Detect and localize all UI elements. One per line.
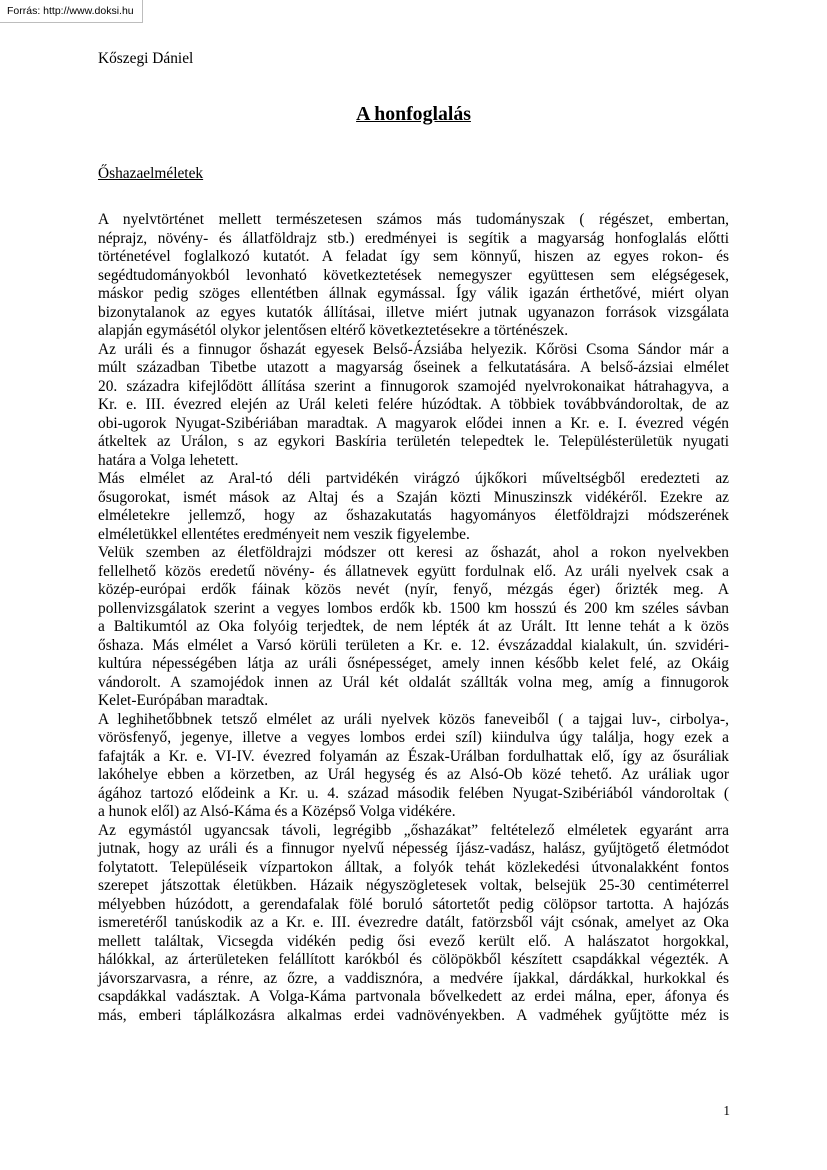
paragraph [98, 470, 729, 544]
text-line: 20. századra kifejlődött állítása szerint a finnugorok szamojéd nyelvrokonaikat hátrahagyva, a [98, 377, 729, 395]
text-line: ágához tartozó elődeink a Kr. u. 4. század második felében Nyugat-Szibériából vándoroltak ( [98, 784, 729, 802]
text-line: Az uráli és a finnugor őshazát egyesek Belső-Ázsiába helyezik. Kőrösi Csoma Sándor már a [98, 340, 729, 358]
text-line: folytatott. Településeik vízpartokon álltak, a folyók tehát közlekedési útvonalakként fontos [98, 858, 729, 876]
text-line: vörösfenyő, jegenye, illetve a vegyes lombos erdei szíl) kiindulva úgy találja, hogy ezek a [98, 729, 729, 746]
paragraph [98, 211, 729, 341]
author-name: Kőszegi Dániel [98, 50, 194, 67]
text-line: kultúra népességében látja az uráli ősnépességet, amely innen később kelet felé, az Okáig [98, 655, 729, 672]
text-line: mellett találtak, Vicsegda vidékén pedig ősi evező került elő. A halászatot horgokkal, [98, 932, 729, 950]
body-text [98, 211, 729, 1025]
text-line: elméletükkel ellentétes eredményeit nem veszik figyelembe. [98, 525, 470, 543]
text-line: múlt században Tibetbe utazott a magyarság őseinek a felkutatására. A belső-ázsiai elmélet [98, 359, 729, 376]
text-line: a hunok elől) az Alsó-Káma és a Középső Volga vidékére. [98, 803, 456, 820]
text-line: jávorszarvasra, a rénre, az őzre, a vaddisznóra, a medvére íjakkal, dárdákkal, hurkokkal és [98, 969, 729, 987]
text-line: Kelet-Európában maradtak. [98, 692, 269, 709]
text-line: Kr. e. III. évezred elején az Urál keleti felére húzódtak. A többiek továbbvándoroltak, de az [98, 396, 729, 413]
source-label: Forrás: http://www.doksi.hu [0, 0, 143, 23]
text-line: jutnak, hogy az uráli és a finnugor nyelvű népesség íjász-vadász, halász, gyűjtögető életmódot [98, 840, 729, 857]
text-line: A nyelvtörténet mellett természetesen számos más tudományszak ( régészet, embertan, [98, 211, 729, 228]
text-line: Az egymástól ugyancsak távoli, legrégibb „őshazákat” feltételező elméletek egyaránt arra [98, 821, 729, 839]
text-line: hálókkal, az árterületeken felállított karókból és cölöpökből készített csapdákkal végezték. A [98, 951, 729, 968]
text-line: obi-ugorok Nyugat-Szibériában maradtak. A magyarok elődei innen a Kr. e. I. évezred végén [98, 414, 729, 432]
paragraph [98, 544, 729, 711]
page-number: 1 [723, 1103, 730, 1118]
text-line: elméletekre jellemző, hogy az őshazakutatás hagyományos életföldrajzi módszerének [98, 507, 729, 524]
text-line: A leghihetőbbnek tetsző elmélet az uráli nyelvek közös faneveiből ( a tajgai luv-, cirbolya-, [98, 710, 729, 728]
text-line: máskor pedig szöges ellentétben állnak egymással. Így válik igazán érthetővé, miért olyan [98, 285, 729, 302]
text-line: átkeltek az Urálon, s az egykori Baskíria területén telepedtek le. Településterületük nyugati [98, 433, 729, 450]
text-line: vándorolt. A szamojédok innen az Urál két oldalát szállták volna meg, amíg a finnugorok [98, 673, 729, 691]
text-line: történetével foglalkozó kutatót. A feladat így sem könnyű, hiszen az egyes rokon- és [98, 248, 729, 265]
paragraph [98, 822, 729, 1026]
document-title: A honfoglalás [356, 103, 471, 125]
section-heading: Őshazaelméletek [98, 165, 204, 182]
paragraph [98, 711, 729, 822]
text-line: néprajz, növény- és állatföldrajz stb.) eredményei is segítik a magyarság honfoglalás előtti [98, 229, 729, 247]
text-line: fafajták a Kr. e. VI-IV. évezred folyamán az Észak-Urálban fordulhattak elő, így az ősuráliak [98, 747, 729, 765]
text-line: ismeretéről tanúskodik az a Kr. e. III. évezredre datált, fatörzsből vájt csónak, amelyet az Oka [98, 914, 729, 931]
paragraph [98, 341, 729, 471]
text-line: más, emberi táplálkozásra alkalmas erdei vadnövényekben. A vadméhek gyűjtötte méz is [98, 1006, 729, 1024]
text-line: ősugorokat, ismét mások az Altaj és a Szaján közti Minuszinszk vidékéről. Ezekre az [98, 488, 729, 506]
text-line: Más elmélet az Aral-tó déli partvidékén virágzó újkőkori műveltségből eredezteti az [98, 470, 729, 487]
text-line: pollenvizsgálatok szerint a vegyes lombos erdők kb. 1500 km hosszú és 200 km széles sávban [98, 599, 729, 617]
text-line: őshaza. Más elmélet a Varsó körüli területen a Kr. e. 12. évszázaddal kialakult, ún. szvidéri- [98, 636, 729, 654]
text-line: mélyebben húzódott, a gerendafalak fölé boruló sátortetőt pedig cölöpsor tartotta. A hajózás [98, 895, 729, 913]
text-line: a Baltikumtól az Oka folyóig terjedtek, de nem lépték át az Urált. Itt lenne tehát a k özös [98, 618, 729, 635]
text-line: alapján egymásétól olykor jelentősen eltérő következtetésekre a történészek. [98, 322, 569, 339]
text-line: közép-európai erdők fáinak közös nevét (nyír, fenyő, mézgás éger) őrizték meg. A [98, 581, 729, 598]
text-line: segédtudományokból levonható következtetések nemegyszer együttesen sem elégségesek, [98, 266, 729, 284]
text-line: bizonytalanok az egyes kutatók állításai, illetve miért jutnak ugyanazon források vizsgálata [98, 303, 729, 321]
text-line: fellelhető közös eredetű növény- és állatnevek együtt fordulnak elő. Az uráli nyelvek csak a [98, 562, 729, 580]
text-line: Velük szemben az életföldrajzi módszer ott keresi az őshazát, ahol a rokon nyelvekben [98, 544, 729, 561]
text-line: csapdákkal vadásztak. A Volga-Káma partvonala bővelkedett az erdei málna, eper, áfonya és [98, 988, 729, 1005]
text-line: lakóhelye ebben a körzetben, az Urál hegység és az Alsó-Ob közé tehető. Az uráliak ugor [98, 766, 729, 783]
text-line: határa a Volga lehetett. [98, 451, 239, 469]
text-line: szerepet játszottak életükben. Házaik négyszögletesek voltak, belsejük 25-30 centiméterrel [98, 877, 729, 894]
